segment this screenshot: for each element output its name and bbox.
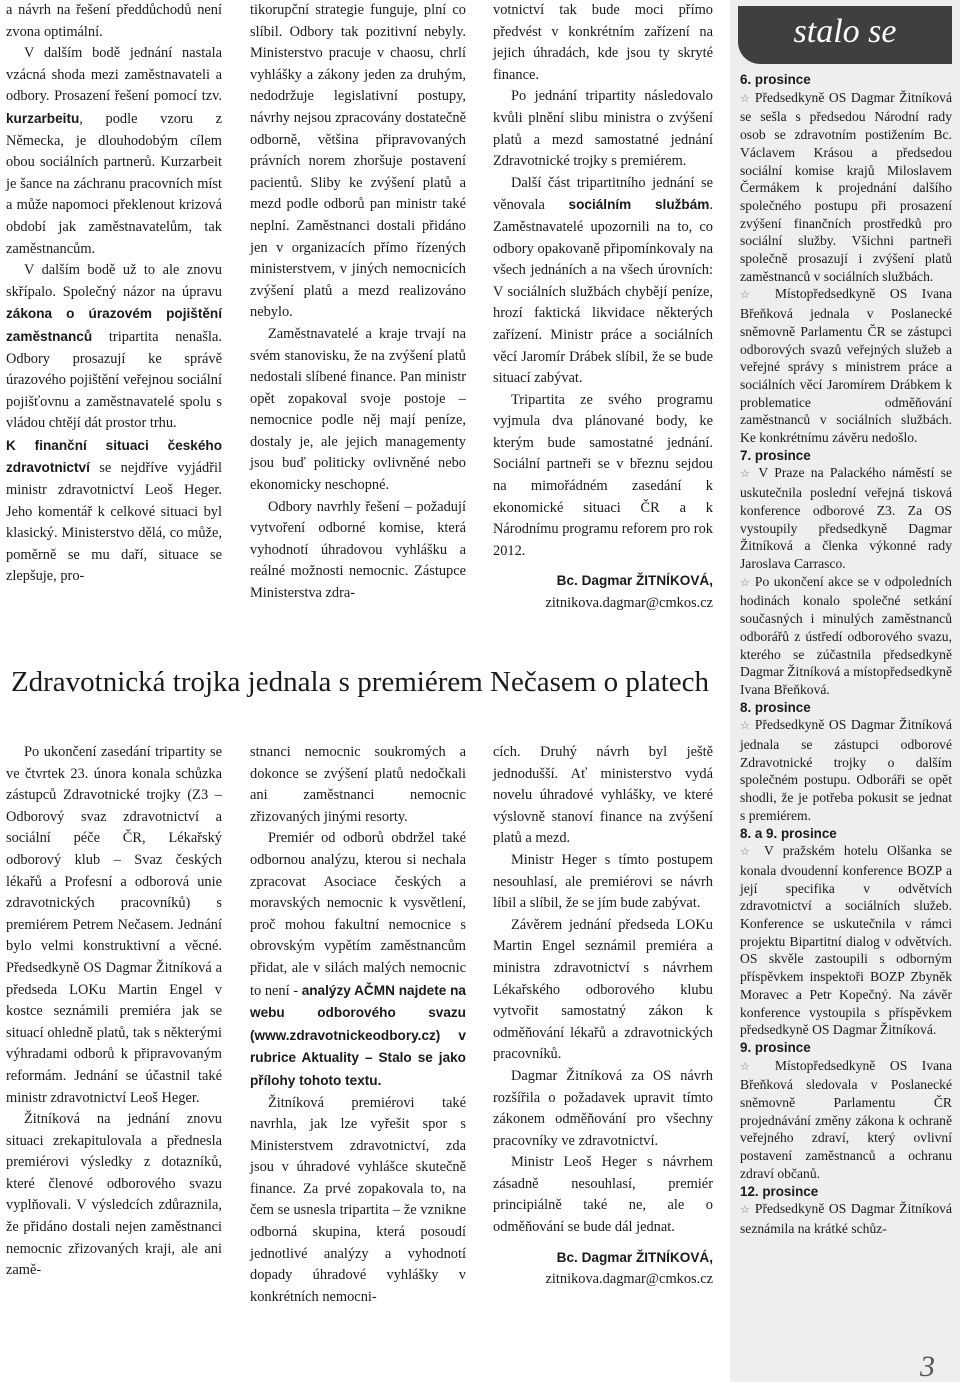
paragraph: V dalším bodě už to ale znovu skřípalo. Společný názor na úpravu zákona o úrazovém pojištění zaměstnanců tripartita nenašla. Odbory prosazují ke správě úrazového pojištění veřejnou sociální pojišťovnu a zaměstnavatelé spolu s vládou chtějí dát prostor trhu.	[6, 262, 222, 432]
article2-column-3	[493, 742, 713, 1291]
emphasis: zákona o úrazovém pojištění zaměstnanců	[6, 306, 222, 344]
sidebar-item: ☆ Předsedkyně OS Dagmar Žitníková jednala se zástupci odborové Zdravotnické trojky o dalším společném postupu. Odboráři se opět shodli, že je potřeba pokusit se jednat s premiérem.	[740, 717, 952, 823]
star-icon: ☆	[740, 289, 775, 302]
sidebar-stalo-se	[730, 0, 960, 1382]
paragraph: Žitníková na jednání znovu situaci zrekapitulovala a přednesla premiérovi výsledky z dotazníků, které členové odborového svazu vyplňovali. V výsledcích zdůraznila, že přidáno dostali nejen zaměstnanci nemocnic zřizovaných kraji, ale ani zamě-	[6, 1111, 222, 1279]
sidebar-item: ☆ Po ukončení akce se v odpoledních hodinách konalo společné setkání současných i minulých zaměstnanců odborářů z ústředí odborového svazu, kterého se zúčastnila předsedkyně Dagmar Žitníková a místopředsedkyně Ivana Břeňková.	[740, 573, 952, 697]
sidebar-date: 12. prosince	[740, 1183, 819, 1199]
signature-name: Bc. Dagmar ŽITNÍKOVÁ,	[556, 1249, 713, 1265]
star-icon: ☆	[740, 92, 755, 105]
sidebar-date: 7. prosince	[740, 447, 811, 463]
paragraph: Žitníková premiérovi také navrhla, jak lze vyřešit spor s Ministerstvem zdravotnictví, zda jsou v úhradové vyhlášce skutečně finance. Za prvé zopakovala to, na čem se usnesla tripartita – že vznikne odborná skupina, která posoudí jednotlivé analýzy a vyhodnotí dopady úhradové vyhlášky v konkrétních nemocni-	[250, 1094, 466, 1305]
paragraph: stnanci nemocnic soukromých a dokonce se zvýšení platů nedočkali ani zaměstnanci nemocnic zřizovaných jinými resorty.	[250, 744, 466, 825]
star-icon: ☆	[740, 468, 759, 481]
paragraph: Závěrem jednání předseda LOKu Martin Engel seznámil premiéra a ministra zdravotnictví s návrhem Lékařského odborového klubu vytvořit samostatný zákon k odměňování lékařů a zdravotnických pracovníků.	[493, 916, 713, 1063]
signature-email: zitnikova.dagmar@cmkos.cz	[545, 1271, 713, 1288]
paragraph: Další část tripartitního jednání se věnovala sociálním službám. Zaměstnavatelé upozornili na to, co odbory opakovaně připomínkovaly na všech jednáních a na všech úrovních: V sociálních službách chybějí peníze, hrozí faktická likvidace některých zařízení. Ministr práce a sociálních věcí Jaromír Drábek slíbil, že se bude situací zabývat.	[493, 174, 713, 387]
paragraph: Po ukončení zasedání tripartity se ve čtvrtek 23. února konala schůzka zástupců Zdravotnické trojky (Z3 – Odborový svaz zdravotnictví a sociální péče ČR, Lékařský odborový klub – Svaz českých lékařů a Profesní a odborová unie zdravotnických pracovníků) s premiérem Petrem Nečasem. Jednání bylo velmi konstruktivní a věcné. Předsedkyně OS Dagmar Žitníková a předseda LOKu Martin Engel v kostce seznámili premiéra jak se situací ohledně platů, tak s některými výhradami odborů k připravovaným reformám. Jednání se účastnil také ministr zdravotnictví Leoš Heger.	[6, 744, 222, 1106]
sidebar-item: ☆ Místopředsedkyně OS Ivana Břeňková sledovala v Poslanecké sněmovně Parlamentu ČR projednávání změny zákona k ochraně veřejného zdraví, který ovlivní postavení zaměstnanců a ochranu zdraví občanů.	[740, 1057, 952, 1181]
article2-headline: Zdravotnická trojka jednala s premiérem Nečasem o platech	[10, 666, 710, 698]
paragraph: Po jednání tripartity následovalo kvůli plnění slibu ministra o zvýšení platů a mezd samostatné jednání Zdravotnické trojky s premiérem.	[493, 88, 713, 170]
sidebar-item: ☆ Místopředsedkyně OS Ivana Břeňková jednala v Poslanecké sněmovně Parlamentu ČR se zástupci odborových svazů veřejných služeb a veřejné správy s ministrem práce a sociálních věcí Jaromírem Drábkem k problematice odměňování zaměstnanců v sociálních službách. Ke konkrétnímu závěru nedošlo.	[740, 286, 952, 446]
article2-column-2	[250, 742, 466, 1308]
paragraph: cích. Druhý návrh byl ještě jednodušší. Ať ministerstvo vydá novelu úhradové vyhlášky, ve které výslovně stanoví finance na zvýšení platů a mezd.	[493, 744, 713, 847]
star-icon: ☆	[740, 846, 765, 859]
paragraph: Premiér od odborů obdržel také odbornou analýzu, kterou si nechala zpracovat Asociace českých a moravských nemocnic k vysvětlení, proč mohou fakultní nemocnice s obrovským vypětím zaměstnancům přidat, ale v silách malých nemocnic to není - analýzy AČMN najdete na webu odborového svazu (www.zdravotnickeodbory.cz) v rubrice Aktuality – Stalo se jako přílohy tohoto textu.	[250, 830, 466, 1088]
sidebar-date: 8. a 9. prosince	[740, 825, 837, 841]
signature-email: zitnikova.dagmar@cmkos.cz	[545, 595, 713, 612]
paragraph: K finanční situaci českého zdravotnictví se nejdříve vyjádřil ministr zdravotnictví Leoš Heger. Jeho komentář k celkové situaci byl klasický. Ministerstvo dělá, co může, poměrně se mu daří, situace se zlepšuje, pro-	[6, 437, 222, 585]
sidebar-date: 6. prosince	[740, 72, 811, 87]
paragraph: Zaměstnavatelé a kraje trvají na svém stanovisku, že na zvýšení platů nedostali slíbené finance. Pan ministr opět zopakoval svoje postoje – nemocnice podle něj mají peníze, dostaly je, ale jejich managementy jsou buď politicky ovlivněné nebo ekonomicky neschopné.	[250, 325, 466, 494]
sidebar-item: ☆ Předsedkyně OS Dagmar Žitníková se sešla s předsedou Národní rady osob se zdravotním postižením Bc. Václavem Krásou a předsedou sociální komise krajů Miloslavem Čermákem k projednání dalšího společného postupu při prosazení zvýšení finančních prostředků pro sociální služby. Všichni partneři společně prosazují i zvýšení platů zaměstnanců v sociálních službách.	[740, 89, 952, 284]
article2-column-1	[6, 742, 222, 1282]
sidebar-date: 9. prosince	[740, 1039, 811, 1055]
sidebar-title: stalo se	[738, 6, 952, 64]
sidebar-item: ☆ Předsedkyně OS Dagmar Žitníková seznámila na krátké schůz-	[740, 1201, 952, 1236]
sidebar-item: ☆ V pražském hotelu Olšanka se konala dvoudenní konference BOZP a její specifika v odvětvích zdravotnictví a sociálních služeb. Konference se uskutečnila v rámci projektu Bipartitní dialog v odvětvích. OS skvěle zastoupili s odborným příspěvkem inspektoři BOZP Zbyněk Moravec a Petr Kopečný. Na závěr konference vystoupila s příspěvkem předsedkyně OS Dagmar Žitníková.	[740, 843, 952, 1038]
paragraph: Ministr Heger s tímto postupem nesouhlasí, ale premiérovi se návrh líbil a slíbil, že se jím bude zabývat.	[493, 851, 713, 912]
paragraph: V dalším bodě jednání nastala vzácná shoda mezi zaměstnavateli a odbory. Prosazení řešení pomocí tzv. kurzarbeitu, podle vzoru z Německa, je dlouhodobým cílem obou sociálních partnerů. Kurzarbeit je šance na záchranu pracovních míst a může napomoci překlenout krizová období jak zaměstnavatelům, tak zaměstnancům.	[6, 45, 222, 257]
emphasis: sociálním službám	[568, 197, 710, 213]
paragraph: Tripartita ze svého programu vyjmula dva plánované body, ke kterým bude samostatné jednání. Sociální partneři se v březnu sejdou na mimořádném zasedání k ekonomické situaci ČR a k Národnímu programu reforem pro rok 2012.	[493, 391, 713, 559]
sidebar-entries	[740, 71, 952, 1238]
paragraph: Ministr Leoš Heger s návrhem zásadně nesouhlasí, premiér principiálně také ne, ale o odměňování se bude dál jednat.	[493, 1154, 713, 1236]
star-icon: ☆	[740, 1204, 755, 1217]
signature-name: Bc. Dagmar ŽITNÍKOVÁ,	[556, 573, 713, 589]
star-icon: ☆	[740, 576, 755, 589]
paragraph: Odbory navrhly řešení – požadují vytvoření odborné komise, která vyhodnotí úhradovou vyhlášku a reálné možnosti nemocnic. Zástupce Ministerstva zdra-	[250, 498, 466, 602]
web-reference: analýzy AČMN najdete na webu odborového svazu (www.zdravotnickeodbory.cz) v rubrice Aktuality – Stalo se jako přílohy tohoto textu.	[250, 982, 466, 1088]
paragraph: votnictví tak bude moci přímo předvést v konkrétním zařízení na jejich úhradách, kde jsou ty skryté finance.	[493, 2, 713, 83]
paragraph: Dagmar Žitníková za OS návrh rozšířila o požadavek upravit tímto zákonem odměňování pro všechny pracovníky ve zdravotnictví.	[493, 1067, 713, 1149]
sidebar-date: 8. prosince	[740, 699, 811, 715]
paragraph: tikorupční strategie funguje, plní co slíbil. Odbory tak pozitivní nebyly. Ministerstvo pracuje v chaosu, chrlí vyhlášky a zákony jeden za druhým, nedodržuje legislativní postupy, návrhy nejsou zpracovány dostatečně odborně, většina připravovaných právních norem zhoršuje postavení pacientů. Sliby ke zvýšení platů a mezd podle odborů pan ministr také neplní. Zaměstnanci dostali přidáno jen v organizacích přímo řízených ministerstvem, v jiných nemocnicích zvýšení platů a mezd realizováno nebylo.	[250, 2, 466, 321]
star-icon: ☆	[740, 1060, 775, 1073]
article1-column-2	[250, 0, 466, 605]
emphasis: K finanční situaci českého zdravotnictví	[6, 437, 222, 476]
sidebar-item: ☆ V Praze na Palackého náměstí se uskutečnila poslední veřejná tisková konference odborové Z3. Za OS vystoupily předsedkyně Dagmar Žitníková a členka výkonné rady Jaroslava Carrasco.	[740, 465, 952, 571]
emphasis: kurzarbeitu	[6, 110, 80, 126]
article1-column-1	[6, 0, 222, 588]
paragraph: a návrh na řešení předdůchodů není zvona optimální.	[6, 2, 222, 40]
page-number: 3	[920, 1350, 935, 1383]
article1-column-3	[493, 0, 713, 615]
star-icon: ☆	[740, 720, 755, 733]
